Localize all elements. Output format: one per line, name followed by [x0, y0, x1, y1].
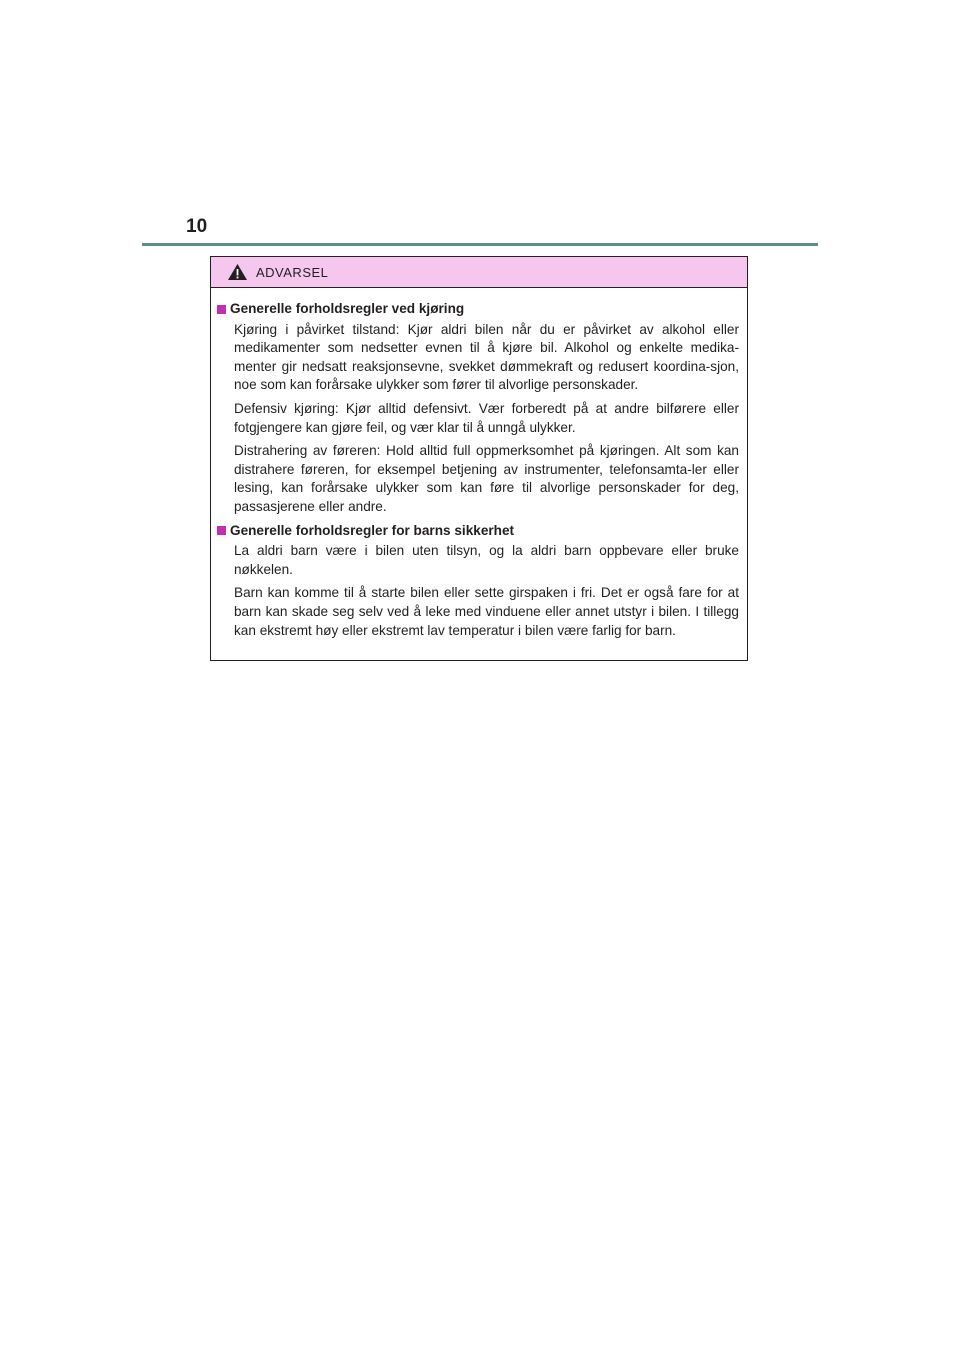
square-bullet-icon: [217, 526, 226, 535]
section-heading-text: Generelle forholdsregler for barns sikkerhet: [230, 522, 515, 538]
warning-header: [211, 257, 747, 288]
page-number: 10: [186, 216, 208, 237]
section-heading: [217, 300, 739, 319]
section-child-safety: [217, 522, 739, 641]
paragraph-driver-distraction: Distrahering av føreren: Hold alltid full oppmerksomhet på kjøringen. Alt som kan distrahere føreren, for eksempel betjening av instrumenter, telefonsamta-ler eller lesing, kan forårsake ulykker som kan føre til alvorlige personskader for deg, passasjerene eller andre.: [234, 443, 739, 514]
section-heading: [217, 522, 739, 541]
warning-body: [211, 288, 747, 640]
paragraph-unattended-children: La aldri barn være i bilen uten tilsyn, og la aldri barn oppbevare eller bruke nøkkelen.: [234, 543, 739, 577]
paragraph-defensive-driving: Defensiv kjøring: Kjør alltid defensivt. Vær forberedt på at andre bilførere eller fotgjengere kan gjøre feil, og vær klar til å unngå ulykker.: [234, 400, 739, 435]
section-heading-text: Generelle forholdsregler ved kjøring: [230, 301, 465, 316]
warning-triangle-icon: [227, 263, 248, 281]
warning-box: [210, 256, 748, 661]
paragraph-impaired-driving: Kjøring i påvirket tilstand: Kjør aldri bilen når du er påvirket av alkohol eller medikamenter som nedsetter evnen til å kjøre bil. Alkohol og enkelte medika-menter gir nedsatt reaksjonsevne, svekket dømmekraft og redusert koordina-sjon, noe som kan forårsake ulykker som fører til alvorlige personskader.: [234, 321, 739, 393]
header-rule: [142, 243, 818, 246]
square-bullet-icon: [217, 305, 226, 314]
warning-title: ADVARSEL: [256, 264, 329, 280]
paragraph-children-hazards: Barn kan komme til å starte bilen eller sette girspaken i fri. Det er også fare for at barn kan skade seg selv ved å leke med vinduene eller annet utstyr i bilen. I tillegg kan ekstremt høy eller ekstremt lav temperatur i bilen være farlig for barn.: [234, 585, 739, 638]
section-general-driving: [217, 300, 739, 517]
